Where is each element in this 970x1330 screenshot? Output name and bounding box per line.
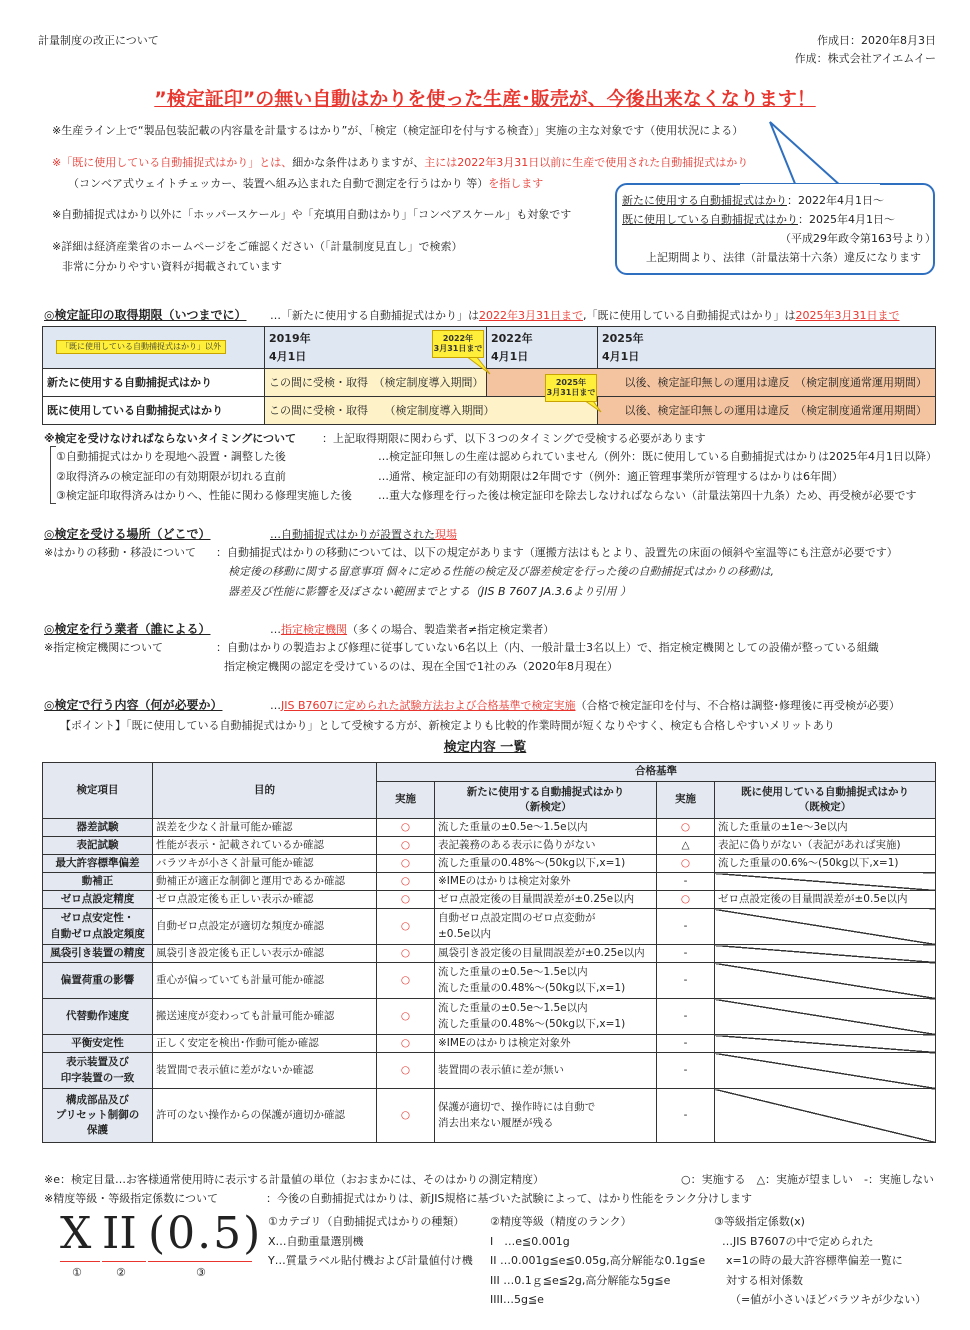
document-title: 計量制度の改正について bbox=[38, 34, 159, 47]
row-purpose: 正しく安定を検出･作動可能か確認 bbox=[153, 1035, 377, 1053]
content-desc: …JIS B7607に定められた試験方法および合格基準で検定実施（合格で検定証印を付与、不合格は調整･修理後に再受検が必要） bbox=[270, 699, 901, 712]
intro-line-1: ※生産ライン上で“製品包装記載の内容量を計量するはかり”が、「検定（検定証印を付与する検査）」実施の主な対象です（使用状況による） bbox=[52, 124, 744, 137]
row-new-mark: ○ bbox=[377, 1035, 435, 1053]
intro-line-2: ※「既に使用している自動捕捉式はかり」とは、細かな条件はありますが、主には2022年3月31日以前に生産で使用された自動捕捉式はかり bbox=[52, 156, 749, 169]
deadline-desc: …「新たに使用する自動捕捉式はかり」は2022年3月31日まで,「既に使用している自動捕捉式はかり」は2025年3月31日まで bbox=[270, 309, 900, 322]
row-old-criteria: 流した重量の±1e～3e以内 bbox=[715, 819, 936, 837]
created-date: 作成日：2020年8月3日 bbox=[817, 34, 936, 47]
row-purpose: 重心が偏っていても計量可能か確認 bbox=[153, 963, 377, 999]
big-coefficient: (0.5) bbox=[148, 1208, 263, 1259]
row-old-criteria bbox=[715, 999, 936, 1035]
row-new-criteria: 表記義務のある表示に偽りがない bbox=[435, 837, 657, 855]
row-purpose: ゼロ点設定後も正しい表示か確認 bbox=[153, 891, 377, 909]
row-item: 表記試験 bbox=[43, 837, 153, 855]
row-old-criteria bbox=[715, 945, 936, 963]
table-row bbox=[43, 855, 936, 873]
table-row bbox=[43, 909, 936, 945]
table-row bbox=[43, 891, 936, 909]
intro-line-4: ※自動捕捉式はかり以外に「ホッパースケール」や「充填用自動はかり」「コンベアスケール」も対象です bbox=[52, 208, 572, 221]
row-purpose: バラツキが小さく計量可能か確認 bbox=[153, 855, 377, 873]
timeline-row2-right: 以後、検定証印無しの運用は違反 （検定制度通常運用期間） bbox=[598, 397, 936, 425]
row-old-criteria: 流した重量の0.6%～(50kg以下,x=1) bbox=[715, 855, 936, 873]
intro-line-3: （コンベア式ウェイトチェッカー、装置へ組み込まれた自動で測定を行うはかり 等）を指します bbox=[68, 177, 544, 190]
header-criteria: 合格基準 bbox=[377, 763, 936, 782]
table-row bbox=[43, 963, 936, 999]
move-desc: ：自動捕捉式はかりの移動については、以下の規定があります（運搬方法はもとより、設置先の床面の傾斜や室温等にも注意が必要です） bbox=[216, 546, 898, 559]
note-e: ※e：検定目量…お客様通常使用時に表示する計量値の単位（おおまかには、そのはかりの測定精度） bbox=[44, 1173, 544, 1186]
underline-3 bbox=[148, 1261, 252, 1262]
move-label: ※はかりの移動・移設について bbox=[44, 546, 196, 559]
row-old-mark: △ bbox=[657, 837, 715, 855]
callout-2025: 2025年 3月31日まで bbox=[545, 374, 597, 402]
table-row bbox=[43, 819, 936, 837]
row-purpose: 動補正が適正な制御と運用であるか確認 bbox=[153, 873, 377, 891]
row-new-criteria: 流した重量の±0.5e～1.5e以内 流した重量の0.48%～(50kg以下,x=1) bbox=[435, 963, 657, 999]
header-new: 新たに使用する自動捕捉式はかり （新検定） bbox=[435, 781, 657, 818]
row-new-criteria: 保護が適切で、操作時には自動で 消去出来ない履歴が残る bbox=[435, 1089, 657, 1143]
header-impl-new: 実施 bbox=[377, 781, 435, 818]
inspection-table bbox=[42, 762, 936, 1143]
row-new-criteria: ※IMEのはかりは検定対象外 bbox=[435, 873, 657, 891]
accuracy-desc: ：今後の自動捕捉式はかりは、新JIS規格に基づいた試験によって、はかり性能をランク分けします bbox=[266, 1192, 753, 1205]
underline-1 bbox=[60, 1261, 100, 1262]
label-num-2: ② bbox=[116, 1266, 126, 1279]
row-item: 動補正 bbox=[43, 873, 153, 891]
row-old-criteria bbox=[715, 1035, 936, 1053]
timing-note: ：上記取得期限に関わらず、以下３つのタイミングで受検する必要があります bbox=[322, 432, 706, 445]
headline: ”検定証印”の無い自動はかりを使った生産･販売が、今後出来なくなります！ bbox=[154, 88, 816, 110]
row-old-mark: - bbox=[657, 1053, 715, 1089]
row-old-criteria bbox=[715, 909, 936, 945]
table-row bbox=[43, 837, 936, 855]
row-old-mark: - bbox=[657, 963, 715, 999]
row-new-criteria: 流した重量の±0.5e～1.5e以内 流した重量の0.48%～(50kg以下,x=1) bbox=[435, 999, 657, 1035]
deadline-title: ◎検定証印の取得期限（いつまでに） bbox=[44, 308, 247, 322]
row-new-mark: ○ bbox=[377, 873, 435, 891]
row-new-criteria: 自動ゼロ点設定間のゼロ点変動が ±0.5e以内 bbox=[435, 909, 657, 945]
timing-item-3-right: …重大な修理を行った後は検定証印を除去しなければならない（計量法第四十九条）ため、再受検が必要です bbox=[378, 489, 917, 502]
row-old-mark: - bbox=[657, 909, 715, 945]
move-quote-2: 器差及び性能に影響を及ぼさない範囲までとする（JIS B 7607 JA.3.6より引用 ） bbox=[228, 585, 631, 598]
big-grade: II bbox=[102, 1208, 137, 1259]
timeline-row1-label: 新たに使用する自動捕捉式はかり bbox=[43, 369, 265, 397]
row-old-criteria: ゼロ点設定後の目量間誤差が±0.5e以内 bbox=[715, 891, 936, 909]
row-old-mark: ○ bbox=[657, 891, 715, 909]
header-old: 既に使用している自動捕捉式はかり （既検定） bbox=[715, 781, 936, 818]
row-new-mark: ○ bbox=[377, 1053, 435, 1089]
content-title: ◎検定で行う内容（何が必要か） bbox=[44, 698, 223, 712]
row-purpose: 搬送速度が変わっても計量可能か確認 bbox=[153, 999, 377, 1035]
timing-item-2-left: ②取得済みの検定証印の有効期限が切れる直前 bbox=[56, 470, 286, 483]
row-purpose: 誤差を少なく計量可能か確認 bbox=[153, 819, 377, 837]
bubble-join bbox=[740, 184, 880, 188]
header-purpose: 目的 bbox=[153, 763, 377, 819]
row-new-mark: ○ bbox=[377, 1089, 435, 1143]
intro-line-6: 非常に分かりやすい資料が掲載されています bbox=[62, 260, 282, 273]
place-desc: …自動捕捉式はかりが設置された現場 bbox=[270, 528, 457, 541]
timeline-row1-mid: この間に受検・取得 （検定制度導入期間） bbox=[265, 369, 487, 397]
row-new-mark: ○ bbox=[377, 945, 435, 963]
timing-item-2-right: …通常、検定証印の有効期限は2年間です（例外：適正管理事業所が管理するはかりは6年間） bbox=[378, 470, 843, 483]
legend: ○：実施する △：実施が望ましい -：実施しない bbox=[680, 1173, 934, 1186]
row-old-mark: ○ bbox=[657, 855, 715, 873]
row-new-mark: ○ bbox=[377, 999, 435, 1035]
row-item: 器差試験 bbox=[43, 819, 153, 837]
row-item: ゼロ点設定精度 bbox=[43, 891, 153, 909]
row-item: 平衡安定性 bbox=[43, 1035, 153, 1053]
header-impl-old: 実施 bbox=[657, 781, 715, 818]
row-old-mark: - bbox=[657, 999, 715, 1035]
row-old-criteria bbox=[715, 1053, 936, 1089]
table-title: 検定内容 一覧 bbox=[443, 740, 527, 755]
bubble-row-1: 新たに使用する自動捕捉式はかり：2022年4月1日～ bbox=[622, 194, 884, 207]
row-new-mark: ○ bbox=[377, 837, 435, 855]
row-new-criteria: 流した重量の±0.5e～1.5e以内 bbox=[435, 819, 657, 837]
table-row bbox=[43, 1053, 936, 1089]
agency-line-1: ：自動はかりの製造および修理に従事していない6名以上（内、一般計量士3名以上）で、指定検定機関としての設備が整っている組織 bbox=[216, 641, 879, 654]
excluded-callout: 「既に使用している自動捕捉式はかり」以外 bbox=[56, 340, 226, 354]
category-column: ①カテゴリ（自動捕捉式はかりの種類） X…自動重量選別機 Y…質量ラベル貼付機および計量値付け機 bbox=[268, 1215, 473, 1267]
row-item: 表示装置及び 印字装置の一致 bbox=[43, 1053, 153, 1089]
callout-2022: 2022年 3月31日まで bbox=[432, 330, 484, 358]
table-row bbox=[43, 945, 936, 963]
timeline-row2-mid: この間に受検・取得 （検定制度導入期間） bbox=[265, 397, 598, 425]
agency-line-2: 指定検定機関の認定を受けているのは、現在全国で1社のみ（2020年8月現在） bbox=[224, 660, 618, 673]
row-old-criteria bbox=[715, 963, 936, 999]
row-item: 最大許容標準偏差 bbox=[43, 855, 153, 873]
row-old-criteria bbox=[715, 873, 936, 891]
row-new-mark: ○ bbox=[377, 891, 435, 909]
timing-item-3-left: ③検定証印取得済みはかりへ、性能に関わる修理実施した後 bbox=[56, 489, 352, 502]
intro-line-5: ※詳細は経済産業省のホームページをご確認ください（「計量制度見直し」で検索） bbox=[52, 240, 463, 253]
row-item: 代替動作速度 bbox=[43, 999, 153, 1035]
deadline-timeline: 2019年 4月1日 2022年 4月1日 2025年 4月1日 新たに使用する自動捕捉式はかり この間に受検・取得 （検定制度導入期間） 以後、検定証印無しの運用は違反 （検定制度通常運用期間） 既に使用している自動捕捉式はかり この間に受検・取得 （検定制度導入期間） 以後、検定証印無しの運用は違反 （検定制度通常運用期間） bbox=[42, 326, 936, 425]
row-old-mark: ○ bbox=[657, 819, 715, 837]
row-purpose: 性能が表示・記載されているか確認 bbox=[153, 837, 377, 855]
coefficient-column: ③等級指定係数(x) …JIS B7607の中で定められた x=1の時の最大許容標準偏差一覧に 対する相対係数 （=値が小さいほどバラツキが少ない） bbox=[714, 1215, 927, 1306]
row-new-criteria: 装置間の表示値に差が無い bbox=[435, 1053, 657, 1089]
agency-desc: …指定検定機関（多くの場合、製造業者≠指定検定業者） bbox=[270, 623, 555, 636]
row-new-mark: ○ bbox=[377, 855, 435, 873]
label-num-1: ① bbox=[72, 1266, 82, 1279]
grade-column: ②精度等級（精度のランク） I …e≦0.001g II …0.001g≦e≦0.05g,高分解能な0.1g≦e III …0.1ｇ≦e≦2g,高分解能な5g≦e IIII…5g≦e bbox=[490, 1215, 706, 1306]
header-item: 検定項目 bbox=[43, 763, 153, 819]
table-row bbox=[43, 1035, 936, 1053]
row-new-mark: ○ bbox=[377, 909, 435, 945]
label-num-3: ③ bbox=[196, 1266, 206, 1279]
row-new-criteria: 流した重量の0.48%～(50kg以下,x=1) bbox=[435, 855, 657, 873]
row-new-mark: ○ bbox=[377, 963, 435, 999]
move-quote-1: 検定後の移動に関する留意事項 個々に定める性能の検定及び器差検定を行った後の自動捕捉式はかりの移動は, bbox=[228, 565, 774, 578]
row-new-mark: ○ bbox=[377, 819, 435, 837]
content-point: 【ポイント】「既に使用している自動捕捉式はかり」として受検する方が、新検定よりも比較的作業時間が短くなりやすく、検定も合格しやすいメリットあり bbox=[60, 719, 835, 732]
timeline-row1-right: 以後、検定証印無しの運用は違反 （検定制度通常運用期間） bbox=[487, 369, 936, 397]
agency-label: ※指定検定機関について bbox=[44, 641, 163, 654]
row-old-mark: - bbox=[657, 1089, 715, 1143]
timeline-row2-label: 既に使用している自動捕捉式はかり bbox=[43, 397, 265, 425]
big-category: X bbox=[60, 1208, 92, 1259]
accuracy-label: ※精度等級・等級指定係数について bbox=[44, 1192, 218, 1205]
row-old-mark: - bbox=[657, 945, 715, 963]
bubble-row-2: 既に使用している自動捕捉式はかり：2025年4月1日～ bbox=[622, 213, 895, 226]
row-old-criteria bbox=[715, 1089, 936, 1143]
row-item: 風袋引き装置の精度 bbox=[43, 945, 153, 963]
row-purpose: 風袋引き設定後も正しい表示か確認 bbox=[153, 945, 377, 963]
table-row bbox=[43, 873, 936, 891]
agency-title: ◎検定を行う業者（誰による） bbox=[44, 622, 211, 636]
row-new-criteria: ゼロ点設定後の目量間誤差が±0.25e以内 bbox=[435, 891, 657, 909]
row-purpose: 自動ゼロ点設定が適切な頻度か確認 bbox=[153, 909, 377, 945]
table-row bbox=[43, 999, 936, 1035]
row-purpose: 装置間で表示値に差がないか確認 bbox=[153, 1053, 377, 1089]
timing-item-1-left: ①自動捕捉式はかりを現地へ設置・調整した後 bbox=[56, 450, 286, 463]
row-item: 偏置荷重の影響 bbox=[43, 963, 153, 999]
row-new-criteria: 風袋引き設定後の目量間誤差が±0.25e以内 bbox=[435, 945, 657, 963]
table-row bbox=[43, 1089, 936, 1143]
bubble-row-4: 上記期間より、法律（計量法第十六条）違反になります bbox=[646, 251, 921, 264]
place-title: ◎検定を受ける場所（どこで） bbox=[44, 527, 211, 541]
row-new-criteria: ※IMEのはかりは検定対象外 bbox=[435, 1035, 657, 1053]
row-item: 構成部品及び プリセット制御の 保護 bbox=[43, 1089, 153, 1143]
author: 作成：株式会社アイエムイー bbox=[794, 52, 936, 65]
row-purpose: 許可のない操作からの保護が適切か確認 bbox=[153, 1089, 377, 1143]
row-item: ゼロ点安定性・ 自動ゼロ点設定頻度 bbox=[43, 909, 153, 945]
row-old-mark: - bbox=[657, 1035, 715, 1053]
timing-title: ※検定を受けなければならないタイミングについて bbox=[44, 432, 297, 445]
timing-item-1-right: …検定証印無しの生産は認められていません（例外：既に使用している自動捕捉式はかりは2025年4月1日以降） bbox=[378, 450, 937, 463]
bubble-row-3: （平成29年政令第163号より） bbox=[780, 232, 936, 245]
underline-2 bbox=[102, 1261, 146, 1262]
row-old-mark: - bbox=[657, 873, 715, 891]
row-old-criteria: 表記に偽りがない（表記があれば実施) bbox=[715, 837, 936, 855]
